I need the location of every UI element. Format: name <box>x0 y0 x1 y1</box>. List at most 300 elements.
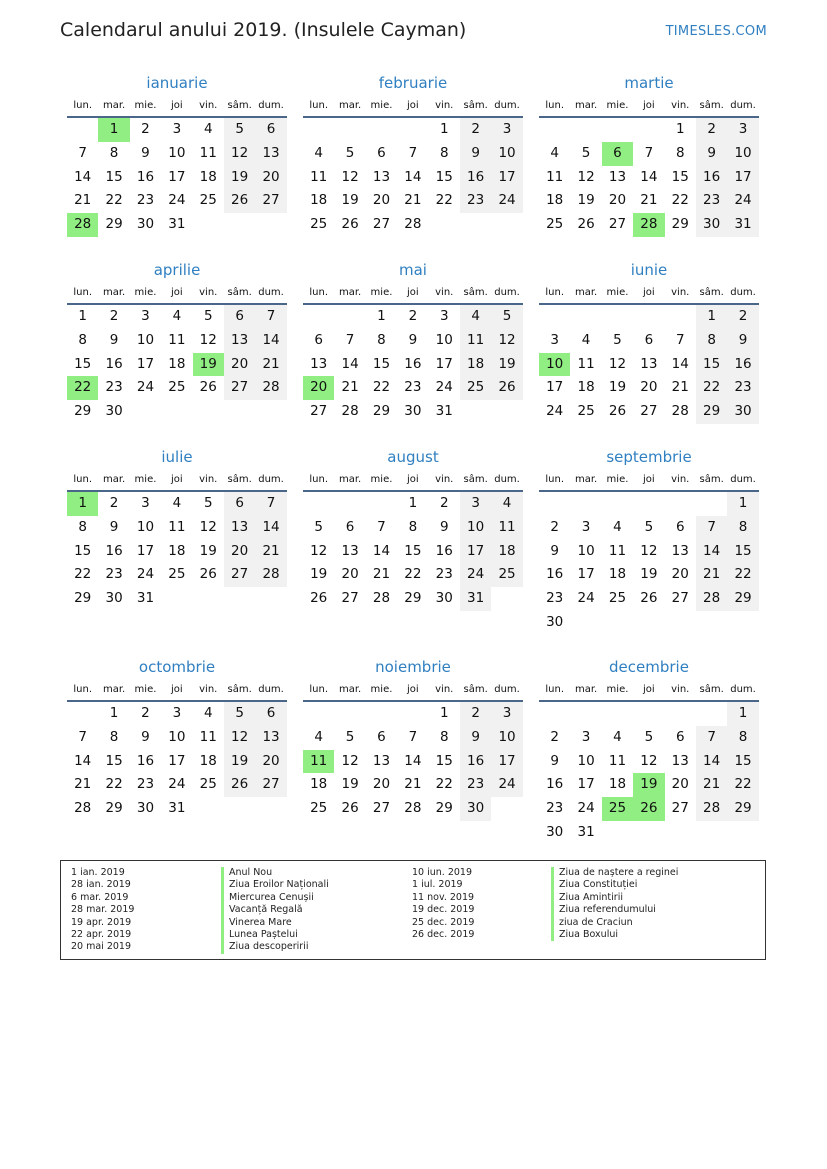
day-cell: 20 <box>671 776 689 793</box>
weekday-label: vin. <box>435 473 454 485</box>
weekday-label: mar. <box>338 683 362 695</box>
weekday-label: sâm. <box>463 99 488 111</box>
day-cell: 12 <box>310 542 328 559</box>
day-cell: 10 <box>136 331 155 348</box>
day-cell: 15 <box>105 752 123 769</box>
day-cell: 12 <box>341 168 359 185</box>
day-cell: 12 <box>224 726 255 750</box>
day-cell: 19 <box>224 750 255 774</box>
day-cell: 29 <box>74 590 92 607</box>
day-cell: 1 <box>675 121 685 137</box>
day-cell: 15 <box>696 353 727 377</box>
day-cell: 7 <box>644 144 654 161</box>
weekday-header <box>67 281 287 305</box>
day-grid <box>303 305 523 424</box>
day-grid <box>303 702 523 821</box>
day-cell: 12 <box>199 518 217 535</box>
day-cell: 10 <box>168 144 186 161</box>
day-cell: 22 <box>105 776 123 793</box>
legend-date: 6 mar. 2019 <box>71 891 129 903</box>
day-cell: 9 <box>439 518 449 535</box>
empty-cell <box>539 305 570 329</box>
day-cell: 3 <box>439 308 449 324</box>
day-cell: 18 <box>491 540 522 564</box>
day-cell: 9 <box>109 331 119 348</box>
weekday-label: lun. <box>73 683 93 695</box>
day-cell: 23 <box>546 590 564 607</box>
weekday-label: mie. <box>606 286 629 298</box>
weekday-label: mie. <box>134 473 157 485</box>
day-cell: 30 <box>136 216 155 233</box>
month-name: ianuarie <box>146 74 208 92</box>
day-cell: 2 <box>109 495 119 511</box>
weekday-label: sâm. <box>699 683 724 695</box>
holiday-day: 19 <box>633 773 664 797</box>
weekday-label: vin. <box>671 286 690 298</box>
weekday-label: mie. <box>134 683 157 695</box>
legend-holiday-name: Ziua Eroilor Naționali <box>221 879 329 891</box>
day-cell: 26 <box>491 376 522 400</box>
day-cell: 21 <box>404 776 422 793</box>
weekday-label: sâm. <box>227 473 252 485</box>
weekday-label: mar. <box>574 99 598 111</box>
day-cell: 16 <box>136 752 155 769</box>
weekday-label: lun. <box>309 683 329 695</box>
day-cell: 13 <box>224 516 255 540</box>
legend-holiday-name: Ziua Amintirii <box>551 892 678 904</box>
day-cell: 9 <box>550 542 559 559</box>
weekday-header <box>303 94 523 118</box>
day-cell: 22 <box>696 376 727 400</box>
day-cell: 18 <box>577 379 595 396</box>
weekday-label: vin. <box>671 99 690 111</box>
day-cell: 27 <box>608 216 627 233</box>
empty-cell <box>665 305 696 329</box>
empty-cell <box>696 492 727 516</box>
day-cell: 5 <box>581 144 591 161</box>
day-cell: 18 <box>546 192 564 209</box>
day-cell: 2 <box>550 728 559 745</box>
day-cell: 7 <box>78 728 87 745</box>
legend-dates-right <box>412 867 474 941</box>
day-cell: 5 <box>345 144 355 161</box>
empty-cell <box>696 702 727 726</box>
holiday-day: 20 <box>303 376 334 400</box>
legend-holiday-name: Vinerea Mare <box>221 917 329 929</box>
empty-cell <box>633 702 664 726</box>
weekday-label: vin. <box>199 286 218 298</box>
empty-cell <box>570 118 601 142</box>
brand-link[interactable]: TIMESLES.COM <box>665 24 767 39</box>
day-cell: 21 <box>74 192 92 209</box>
day-cell: 19 <box>491 353 522 377</box>
day-cell: 24 <box>435 379 453 396</box>
day-cell: 19 <box>577 192 595 209</box>
day-cell: 31 <box>168 216 186 233</box>
holiday-day: 19 <box>193 353 224 377</box>
weekday-label: sâm. <box>227 683 252 695</box>
weekday-label: dum. <box>258 99 284 111</box>
holiday-day: 1 <box>98 118 129 142</box>
day-cell: 19 <box>224 166 255 190</box>
day-cell: 23 <box>105 566 123 583</box>
day-cell: 15 <box>727 540 758 564</box>
weekday-header <box>303 281 523 305</box>
day-cell: 26 <box>577 216 595 233</box>
day-cell: 27 <box>372 800 391 817</box>
day-cell: 24 <box>491 189 522 213</box>
day-cell: 14 <box>696 540 727 564</box>
day-cell: 20 <box>372 776 391 793</box>
weekday-label: mie. <box>134 99 157 111</box>
day-cell: 28 <box>372 590 391 607</box>
empty-cell <box>334 118 365 142</box>
empty-cell <box>539 492 570 516</box>
day-cell: 8 <box>727 516 758 540</box>
day-cell: 20 <box>372 192 391 209</box>
day-cell: 18 <box>608 566 627 583</box>
day-cell: 10 <box>727 142 758 166</box>
day-cell: 25 <box>310 800 328 817</box>
day-cell: 31 <box>727 213 758 237</box>
day-cell: 3 <box>727 118 758 142</box>
day-cell: 15 <box>372 355 391 372</box>
day-cell: 4 <box>172 308 182 324</box>
day-cell: 22 <box>727 563 758 587</box>
day-cell: 2 <box>439 495 449 511</box>
weekday-label: dum. <box>494 473 520 485</box>
weekday-label: sâm. <box>227 99 252 111</box>
day-cell: 29 <box>435 800 453 817</box>
holiday-day: 6 <box>602 142 633 166</box>
day-cell: 30 <box>546 613 564 630</box>
day-cell: 3 <box>141 308 150 324</box>
weekday-label: mar. <box>574 286 598 298</box>
holiday-day: 26 <box>633 797 664 821</box>
weekday-label: vin. <box>199 473 218 485</box>
day-cell: 1 <box>408 495 418 511</box>
day-cell: 13 <box>608 168 627 185</box>
day-cell: 3 <box>460 492 491 516</box>
day-cell: 26 <box>341 216 359 233</box>
legend-holiday-name: Lunea Paștelui <box>221 929 329 941</box>
day-cell: 4 <box>203 121 213 137</box>
day-cell: 6 <box>224 492 255 516</box>
day-cell: 29 <box>404 590 422 607</box>
legend-holiday-name: Anul Nou <box>221 867 329 879</box>
empty-cell <box>366 492 397 516</box>
month-februarie <box>303 72 523 237</box>
day-cell: 28 <box>696 797 727 821</box>
empty-cell <box>570 492 601 516</box>
weekday-label: vin. <box>199 683 218 695</box>
weekday-label: sâm. <box>463 286 488 298</box>
day-cell: 24 <box>491 773 522 797</box>
weekday-label: lun. <box>545 683 565 695</box>
day-cell: 14 <box>696 750 727 774</box>
weekday-label: lun. <box>545 286 565 298</box>
empty-cell <box>602 118 633 142</box>
empty-cell <box>303 702 334 726</box>
legend-holiday-name: Miercurea Cenușii <box>221 892 329 904</box>
day-cell: 26 <box>224 773 255 797</box>
day-cell: 18 <box>460 353 491 377</box>
day-cell: 2 <box>460 118 491 142</box>
day-cell: 2 <box>141 705 150 721</box>
day-cell: 5 <box>491 305 522 329</box>
day-cell: 30 <box>546 823 564 840</box>
empty-cell <box>397 118 428 142</box>
day-cell: 14 <box>404 752 422 769</box>
day-cell: 7 <box>345 331 355 348</box>
month-name: iulie <box>161 448 193 466</box>
month-name: mai <box>399 261 427 279</box>
day-cell: 25 <box>168 379 186 396</box>
weekday-label: vin. <box>671 683 690 695</box>
day-cell: 6 <box>377 728 386 745</box>
day-cell: 17 <box>577 776 595 793</box>
day-cell: 30 <box>435 590 453 607</box>
day-cell: 19 <box>341 192 359 209</box>
weekday-label: vin. <box>435 683 454 695</box>
day-cell: 7 <box>78 144 87 161</box>
day-cell: 17 <box>168 168 186 185</box>
day-cell: 7 <box>377 518 386 535</box>
weekday-label: dum. <box>730 473 756 485</box>
day-cell: 21 <box>671 379 689 396</box>
day-cell: 11 <box>199 728 217 745</box>
day-cell: 4 <box>203 705 213 721</box>
day-cell: 13 <box>640 355 658 372</box>
day-cell: 28 <box>404 800 422 817</box>
day-cell: 20 <box>341 566 359 583</box>
day-cell: 11 <box>608 752 627 769</box>
month-name: august <box>387 448 439 466</box>
day-cell: 12 <box>341 752 359 769</box>
day-cell: 20 <box>608 192 627 209</box>
day-cell: 31 <box>136 590 155 607</box>
day-cell: 5 <box>224 702 255 726</box>
day-cell: 10 <box>491 726 522 750</box>
day-cell: 1 <box>109 705 119 721</box>
empty-cell <box>602 305 633 329</box>
day-cell: 2 <box>696 118 727 142</box>
weekday-label: joi <box>407 286 419 298</box>
day-cell: 14 <box>74 752 92 769</box>
weekday-label: dum. <box>494 683 520 695</box>
day-cell: 30 <box>727 400 758 424</box>
day-cell: 23 <box>136 192 155 209</box>
day-cell: 27 <box>671 800 689 817</box>
day-cell: 21 <box>696 773 727 797</box>
day-cell: 25 <box>199 192 217 209</box>
day-cell: 5 <box>644 518 654 535</box>
day-cell: 16 <box>460 166 491 190</box>
weekday-label: mie. <box>370 473 393 485</box>
day-cell: 14 <box>255 516 286 540</box>
day-cell: 21 <box>255 353 286 377</box>
day-cell: 3 <box>491 702 522 726</box>
day-cell: 14 <box>671 355 689 372</box>
day-cell: 2 <box>727 305 758 329</box>
day-cell: 10 <box>435 331 453 348</box>
day-cell: 11 <box>168 331 186 348</box>
day-cell: 21 <box>696 563 727 587</box>
legend-date: 25 dec. 2019 <box>412 916 475 928</box>
day-cell: 9 <box>460 142 491 166</box>
legend-names-right <box>551 867 678 941</box>
day-cell: 5 <box>224 118 255 142</box>
empty-cell <box>366 702 397 726</box>
day-cell: 21 <box>640 192 658 209</box>
weekday-label: joi <box>171 286 183 298</box>
day-cell: 5 <box>345 728 355 745</box>
day-cell: 6 <box>345 518 355 535</box>
day-cell: 22 <box>727 773 758 797</box>
day-cell: 10 <box>577 542 595 559</box>
day-cell: 28 <box>341 403 359 420</box>
day-cell: 18 <box>608 776 627 793</box>
month-name: iunie <box>630 261 668 279</box>
empty-cell <box>633 118 664 142</box>
day-cell: 23 <box>435 566 453 583</box>
day-cell: 22 <box>105 192 123 209</box>
weekday-label: dum. <box>258 683 284 695</box>
day-cell: 13 <box>671 752 689 769</box>
weekday-label: lun. <box>73 286 93 298</box>
weekday-label: mar. <box>574 683 598 695</box>
weekday-label: dum. <box>730 99 756 111</box>
legend-holiday-name: ziua de Craciun <box>551 917 678 929</box>
day-cell: 30 <box>105 403 123 420</box>
day-cell: 19 <box>310 566 328 583</box>
day-cell: 8 <box>727 726 758 750</box>
legend-date: 1 iul. 2019 <box>412 879 463 891</box>
day-cell: 17 <box>491 750 522 774</box>
day-cell: 22 <box>435 776 453 793</box>
day-cell: 26 <box>310 590 328 607</box>
weekday-header <box>303 468 523 492</box>
day-cell: 1 <box>439 121 449 137</box>
empty-cell <box>303 492 334 516</box>
weekday-label: mar. <box>338 286 362 298</box>
legend-holiday-name: Ziua de naștere a reginei <box>551 867 678 879</box>
day-cell: 8 <box>675 144 685 161</box>
day-cell: 15 <box>74 542 92 559</box>
weekday-label: mie. <box>370 683 393 695</box>
day-cell: 15 <box>671 168 689 185</box>
month-martie <box>539 72 759 237</box>
day-cell: 27 <box>255 773 286 797</box>
day-cell: 28 <box>404 216 422 233</box>
day-grid <box>303 492 523 611</box>
weekday-label: lun. <box>309 286 329 298</box>
weekday-label: mar. <box>574 473 598 485</box>
day-cell: 8 <box>439 728 449 745</box>
day-cell: 8 <box>109 144 119 161</box>
weekday-label: mar. <box>102 473 126 485</box>
day-cell: 1 <box>727 702 758 726</box>
weekday-label: joi <box>643 473 655 485</box>
day-cell: 3 <box>581 728 591 745</box>
weekday-label: lun. <box>309 99 329 111</box>
day-cell: 17 <box>460 540 491 564</box>
empty-cell <box>570 702 601 726</box>
holiday-legend <box>60 860 766 960</box>
day-cell: 25 <box>546 216 564 233</box>
day-cell: 26 <box>640 590 658 607</box>
day-cell: 14 <box>372 542 391 559</box>
empty-cell <box>366 118 397 142</box>
weekday-header <box>539 281 759 305</box>
weekday-label: joi <box>171 473 183 485</box>
day-cell: 19 <box>640 566 658 583</box>
day-cell: 7 <box>408 728 418 745</box>
day-cell: 20 <box>224 353 255 377</box>
day-cell: 25 <box>608 590 627 607</box>
weekday-label: dum. <box>730 286 756 298</box>
day-cell: 23 <box>546 800 564 817</box>
day-cell: 18 <box>168 542 186 559</box>
day-cell: 27 <box>372 216 391 233</box>
empty-cell <box>334 305 365 329</box>
empty-cell <box>665 492 696 516</box>
day-grid <box>303 118 523 237</box>
day-cell: 15 <box>105 168 123 185</box>
weekday-header <box>303 678 523 702</box>
day-cell: 6 <box>224 305 255 329</box>
day-cell: 28 <box>671 403 689 420</box>
day-cell: 19 <box>199 542 217 559</box>
day-cell: 16 <box>105 542 123 559</box>
weekday-label: joi <box>643 99 655 111</box>
day-cell: 10 <box>491 142 522 166</box>
month-mai <box>303 259 523 424</box>
weekday-header <box>539 468 759 492</box>
day-cell: 6 <box>377 144 386 161</box>
weekday-label: sâm. <box>699 473 724 485</box>
day-cell: 25 <box>310 216 328 233</box>
day-cell: 8 <box>696 329 727 353</box>
day-cell: 8 <box>377 331 386 348</box>
day-cell: 3 <box>581 518 591 535</box>
day-cell: 2 <box>550 518 559 535</box>
holiday-day: 1 <box>67 492 98 516</box>
day-cell: 24 <box>460 563 491 587</box>
day-cell: 7 <box>408 144 418 161</box>
empty-cell <box>539 118 570 142</box>
day-cell: 22 <box>372 379 391 396</box>
day-cell: 8 <box>78 331 87 348</box>
day-cell: 10 <box>460 516 491 540</box>
day-cell: 18 <box>310 192 328 209</box>
legend-date: 19 dec. 2019 <box>412 904 475 916</box>
day-cell: 20 <box>671 566 689 583</box>
day-cell: 23 <box>460 189 491 213</box>
weekday-label: sâm. <box>699 286 724 298</box>
day-cell: 22 <box>404 566 422 583</box>
day-cell: 28 <box>255 563 286 587</box>
day-cell: 23 <box>727 376 758 400</box>
weekday-label: lun. <box>73 473 93 485</box>
day-cell: 6 <box>314 331 323 348</box>
day-cell: 23 <box>105 379 123 396</box>
legend-date: 11 nov. 2019 <box>412 891 475 903</box>
day-grid <box>67 118 287 237</box>
day-cell: 15 <box>435 168 453 185</box>
day-cell: 15 <box>74 355 92 372</box>
month-aprilie <box>67 259 287 424</box>
